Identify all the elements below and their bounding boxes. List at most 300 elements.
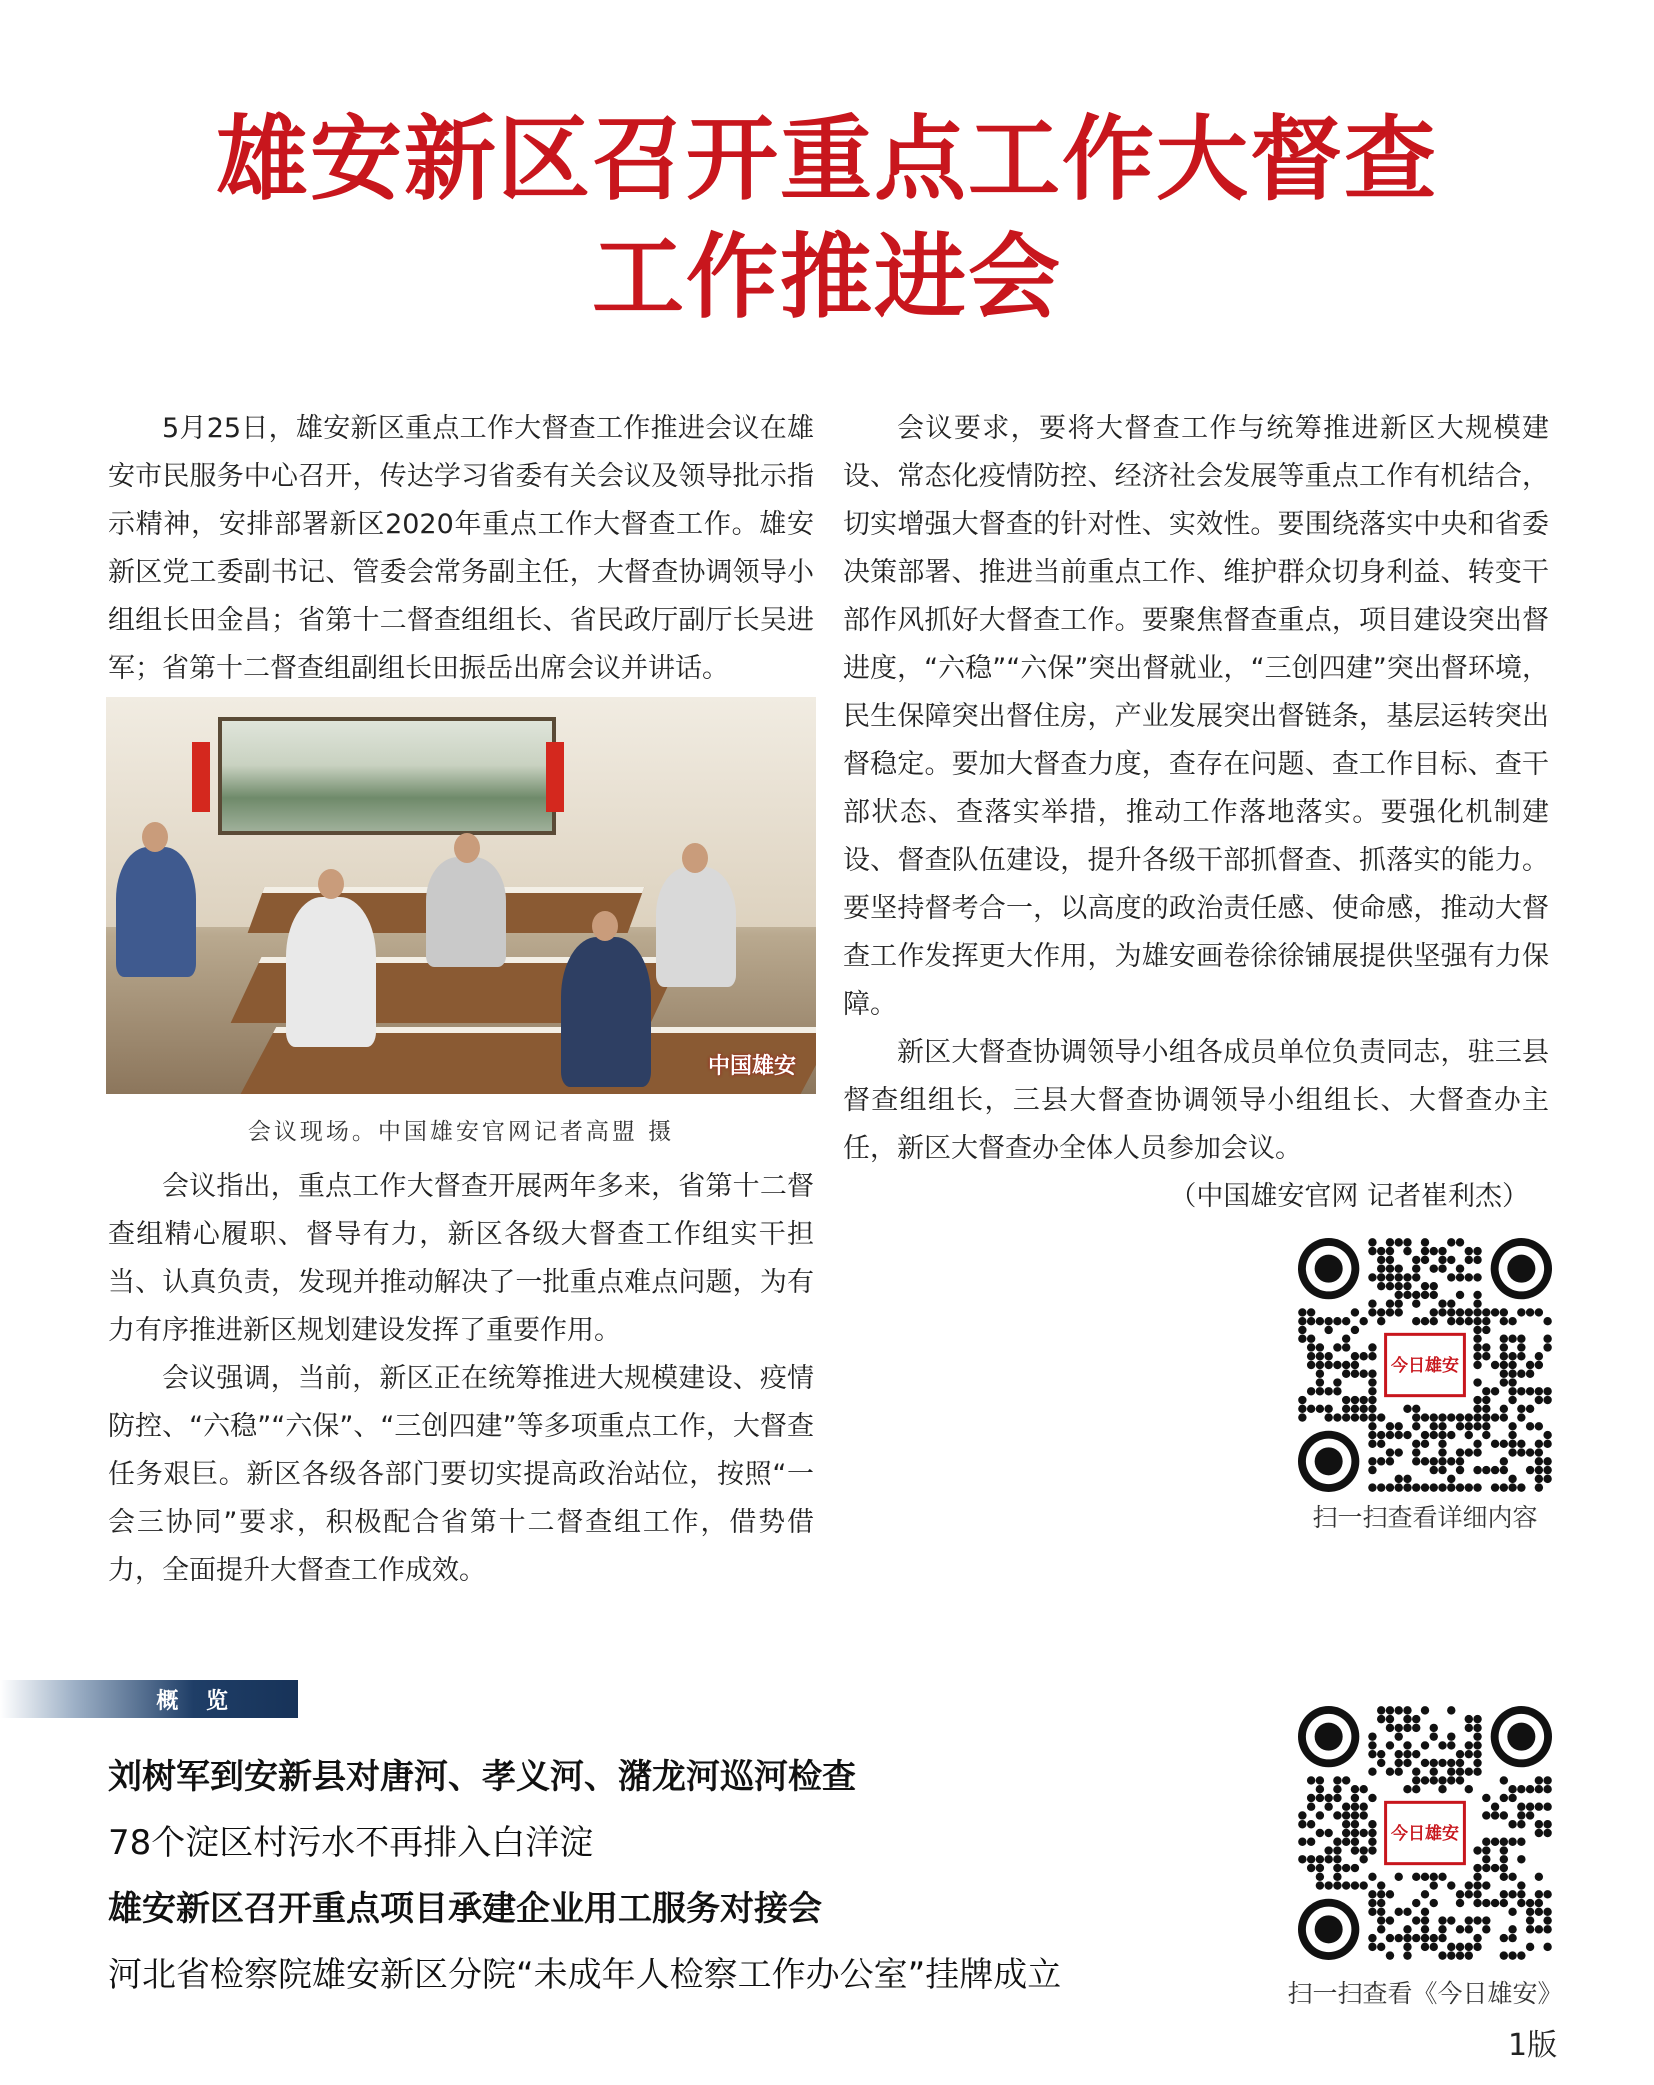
qr-module	[1377, 1483, 1385, 1491]
qr-module	[1517, 1838, 1525, 1846]
qr-module	[1412, 1934, 1420, 1942]
overview-item[interactable]: 78个淀区村污水不再排入白洋淀	[108, 1823, 594, 1863]
qr-module	[1421, 1776, 1429, 1784]
qr-module	[1526, 1803, 1534, 1811]
qr-finder	[1507, 1723, 1535, 1751]
qr-module	[1307, 1794, 1315, 1802]
qr-module	[1430, 1247, 1438, 1255]
qr-module	[1535, 1776, 1543, 1784]
qr-module	[1473, 1308, 1481, 1316]
qr-module	[1500, 1811, 1508, 1819]
qr-module	[1430, 1943, 1438, 1951]
qr-module	[1430, 1873, 1438, 1881]
qr-module	[1412, 1457, 1420, 1465]
qr-module	[1359, 1811, 1367, 1819]
qr-module	[1421, 1706, 1429, 1714]
qr-module	[1351, 1308, 1359, 1316]
qr-module	[1456, 1466, 1464, 1474]
qr-module	[1465, 1413, 1473, 1421]
qr-module	[1316, 1387, 1324, 1395]
qr-module	[1500, 1951, 1508, 1959]
qr-module	[1473, 1291, 1481, 1299]
qr-module	[1543, 1908, 1551, 1916]
qr-module	[1438, 1440, 1446, 1448]
qr-module	[1473, 1317, 1481, 1325]
qr-module	[1526, 1405, 1534, 1413]
qr-module	[1403, 1759, 1411, 1767]
page-number: 1版	[1508, 2028, 1558, 2063]
qr-module	[1491, 1864, 1499, 1872]
qr-module	[1517, 1881, 1525, 1889]
qr-module	[1535, 1873, 1543, 1881]
qr-module	[1473, 1934, 1481, 1942]
qr-module	[1412, 1724, 1420, 1732]
qr-module	[1473, 1335, 1481, 1343]
qr-module	[1500, 1317, 1508, 1325]
qr-module	[1430, 1466, 1438, 1474]
qr-module	[1535, 1396, 1543, 1404]
qr-module	[1447, 1256, 1455, 1264]
qr-module	[1351, 1785, 1359, 1793]
qr-module	[1500, 1352, 1508, 1360]
qr-module	[1491, 1308, 1499, 1316]
qr-module	[1438, 1785, 1446, 1793]
qr-module	[1368, 1431, 1376, 1439]
qr-module	[1342, 1776, 1350, 1784]
qr-module	[1403, 1943, 1411, 1951]
qr-module	[1351, 1811, 1359, 1819]
qr-module	[1473, 1405, 1481, 1413]
qr-module	[1447, 1475, 1455, 1483]
qr-module	[1395, 1299, 1403, 1307]
qr-module	[1333, 1838, 1341, 1846]
qr-module	[1359, 1829, 1367, 1837]
qr-module	[1412, 1273, 1420, 1281]
overview-item[interactable]: 雄安新区召开重点项目承建企业用工服务对接会	[108, 1889, 822, 1929]
qr-module	[1316, 1361, 1324, 1369]
qr-module	[1368, 1308, 1376, 1316]
qr-module	[1482, 1466, 1490, 1474]
qr-module	[1377, 1256, 1385, 1264]
qr-module	[1473, 1732, 1481, 1740]
qr-module	[1324, 1794, 1332, 1802]
qr-module	[1543, 1440, 1551, 1448]
qr-module	[1307, 1343, 1315, 1351]
paragraph: 新区大督查协调领导小组各成员单位负责同志，驻三县督查组组长，三县大督查协调领导小组组长、大督查办主任，新区大督查办全体人员参加会议。	[843, 1037, 1549, 1164]
qr-module	[1395, 1724, 1403, 1732]
qr-module	[1482, 1396, 1490, 1404]
qr-module	[1473, 1846, 1481, 1854]
qr-module	[1307, 1317, 1315, 1325]
qr-module	[1403, 1483, 1411, 1491]
qr-module	[1447, 1273, 1455, 1281]
qr-module	[1482, 1387, 1490, 1395]
qr-module	[1500, 1855, 1508, 1863]
qr-module	[1508, 1378, 1516, 1386]
qr-module	[1526, 1811, 1534, 1819]
qr-module	[1368, 1483, 1376, 1491]
qr-module	[1465, 1916, 1473, 1924]
qr-module	[1377, 1440, 1385, 1448]
qr-module	[1535, 1803, 1543, 1811]
qr-module	[1412, 1422, 1420, 1430]
qr-module	[1368, 1352, 1376, 1360]
qr-module	[1482, 1794, 1490, 1802]
qr-module	[1342, 1396, 1350, 1404]
qr-module	[1535, 1785, 1543, 1793]
qr-module	[1465, 1247, 1473, 1255]
qr-module	[1482, 1308, 1490, 1316]
qr-finder	[1315, 1255, 1343, 1283]
qr-module	[1386, 1457, 1394, 1465]
qr-module	[1351, 1838, 1359, 1846]
qr-module	[1438, 1925, 1446, 1933]
qr-module	[1438, 1759, 1446, 1767]
qr-module	[1368, 1413, 1376, 1421]
qr-module	[1412, 1299, 1420, 1307]
qr-module	[1543, 1925, 1551, 1933]
qr-module	[1342, 1803, 1350, 1811]
qr-module	[1535, 1352, 1543, 1360]
qr-module	[1508, 1335, 1516, 1343]
qr-module	[1430, 1457, 1438, 1465]
qr-module	[1368, 1838, 1376, 1846]
qr-module	[1333, 1873, 1341, 1881]
qr-module	[1298, 1413, 1306, 1421]
qr-module	[1368, 1750, 1376, 1758]
qr-module	[1386, 1767, 1394, 1775]
qr-module	[1517, 1785, 1525, 1793]
qr-module	[1386, 1282, 1394, 1290]
qr-module	[1333, 1785, 1341, 1793]
qr-module	[1465, 1750, 1473, 1758]
qr-module	[1377, 1908, 1385, 1916]
qr-module	[1517, 1413, 1525, 1421]
qr-module	[1543, 1457, 1551, 1465]
qr-module	[1473, 1890, 1481, 1898]
qr-module	[1421, 1457, 1429, 1465]
qr-module	[1430, 1724, 1438, 1732]
qr-module	[1368, 1370, 1376, 1378]
photo-painting	[218, 717, 556, 835]
qr-module	[1412, 1785, 1420, 1793]
qr-module	[1491, 1466, 1499, 1474]
qr-module	[1456, 1422, 1464, 1430]
qr-module	[1482, 1925, 1490, 1933]
qr-module	[1482, 1811, 1490, 1819]
flag-icon	[192, 742, 210, 812]
qr-module	[1421, 1238, 1429, 1246]
qr-module	[1543, 1829, 1551, 1837]
qr-module	[1482, 1352, 1490, 1360]
qr-module	[1316, 1864, 1324, 1872]
qr-module	[1526, 1943, 1534, 1951]
qr-module	[1456, 1750, 1464, 1758]
qr-module	[1447, 1776, 1455, 1784]
qr-module	[1500, 1934, 1508, 1942]
qr-module	[1438, 1431, 1446, 1439]
qr-module	[1395, 1282, 1403, 1290]
qr-module	[1377, 1431, 1385, 1439]
qr-module	[1377, 1890, 1385, 1898]
qr-module	[1324, 1413, 1332, 1421]
qr-module	[1438, 1916, 1446, 1924]
qr-module	[1447, 1943, 1455, 1951]
qr-module	[1368, 1829, 1376, 1837]
qr-module	[1456, 1890, 1464, 1898]
qr-module	[1473, 1899, 1481, 1907]
qr-module	[1386, 1431, 1394, 1439]
qr-module	[1324, 1387, 1332, 1395]
qr-module	[1368, 1422, 1376, 1430]
qr-module	[1395, 1873, 1403, 1881]
qr-module	[1543, 1317, 1551, 1325]
qr-module	[1395, 1264, 1403, 1272]
qr-module	[1307, 1352, 1315, 1360]
qr-module	[1491, 1838, 1499, 1846]
qr-module	[1395, 1308, 1403, 1316]
qr-module	[1500, 1466, 1508, 1474]
qr-module	[1342, 1343, 1350, 1351]
qr-module	[1298, 1811, 1306, 1819]
qr-module	[1456, 1413, 1464, 1421]
qr-module	[1377, 1925, 1385, 1933]
qr-module	[1333, 1881, 1341, 1889]
qr-module	[1526, 1466, 1534, 1474]
qr-finder	[1507, 1255, 1535, 1283]
qr-module	[1395, 1767, 1403, 1775]
qr-module	[1508, 1317, 1516, 1325]
qr-module	[1412, 1899, 1420, 1907]
qr-module	[1473, 1483, 1481, 1491]
qr-module	[1403, 1908, 1411, 1916]
qr-module	[1473, 1943, 1481, 1951]
qr-module	[1447, 1951, 1455, 1959]
qr-module	[1412, 1317, 1420, 1325]
qr-module	[1368, 1943, 1376, 1951]
qr-module	[1508, 1448, 1516, 1456]
qr-module	[1500, 1794, 1508, 1802]
qr-module	[1482, 1881, 1490, 1889]
qr-module	[1316, 1776, 1324, 1784]
qr-module	[1377, 1899, 1385, 1907]
qr-module	[1447, 1299, 1455, 1307]
qr-module	[1377, 1273, 1385, 1281]
qr-module	[1412, 1873, 1420, 1881]
qr-module	[1377, 1759, 1385, 1767]
qr-module	[1473, 1750, 1481, 1758]
qr-module	[1412, 1440, 1420, 1448]
photo-person	[116, 847, 196, 977]
photo-head	[592, 911, 618, 941]
qr-module	[1412, 1264, 1420, 1272]
qr-module	[1491, 1483, 1499, 1491]
qr-module	[1491, 1811, 1499, 1819]
qr-module	[1500, 1899, 1508, 1907]
qr-module	[1473, 1343, 1481, 1351]
qr-module	[1359, 1855, 1367, 1863]
qr-module	[1298, 1855, 1306, 1863]
qr-module	[1482, 1916, 1490, 1924]
qr-module	[1508, 1431, 1516, 1439]
qr-module	[1386, 1715, 1394, 1723]
qr-module	[1456, 1264, 1464, 1272]
qr-module	[1333, 1855, 1341, 1863]
qr-module	[1508, 1422, 1516, 1430]
qr-module	[1368, 1908, 1376, 1916]
qr-module	[1351, 1846, 1359, 1854]
qr-module	[1447, 1741, 1455, 1749]
qr-module	[1412, 1776, 1420, 1784]
qr-module	[1438, 1873, 1446, 1881]
qr-module	[1351, 1820, 1359, 1828]
photo-head	[142, 822, 168, 852]
qr-module	[1465, 1448, 1473, 1456]
qr-module	[1456, 1925, 1464, 1933]
overview-item[interactable]: 刘树军到安新县对唐河、孝义河、潴龙河巡河检查	[108, 1757, 856, 1797]
qr-module	[1351, 1864, 1359, 1872]
qr-module	[1298, 1838, 1306, 1846]
qr-module	[1500, 1378, 1508, 1386]
qr-module	[1517, 1803, 1525, 1811]
qr-module	[1368, 1247, 1376, 1255]
qr-module	[1403, 1951, 1411, 1959]
qr-code-article[interactable]	[1298, 1238, 1552, 1492]
qr-module	[1447, 1732, 1455, 1740]
reporter-credit: （中国雄安官网 记者崔利杰）	[1169, 1181, 1529, 1212]
qr-code-newspaper-label: 扫一扫查看《今日雄安》	[1287, 1979, 1563, 2008]
qr-module	[1438, 1308, 1446, 1316]
paragraph: 会议指出，重点工作大督查开展两年多来，省第十二督查组精心履职、督导有力，新区各级大督查工作组实干担当、认真负责，发现并推动解决了一批重点难点问题，为有力有序推进新区规划建设发挥了重要作用。	[108, 1171, 814, 1346]
qr-module	[1456, 1483, 1464, 1491]
qr-module	[1421, 1317, 1429, 1325]
left-column-top	[108, 405, 814, 693]
qr-module	[1316, 1829, 1324, 1837]
qr-module	[1359, 1405, 1367, 1413]
qr-module	[1473, 1299, 1481, 1307]
qr-module	[1500, 1413, 1508, 1421]
qr-module	[1438, 1466, 1446, 1474]
qr-module	[1421, 1741, 1429, 1749]
qr-module	[1447, 1916, 1455, 1924]
qr-module	[1438, 1413, 1446, 1421]
qr-module	[1298, 1317, 1306, 1325]
qr-module	[1368, 1299, 1376, 1307]
qr-module	[1421, 1291, 1429, 1299]
qr-module	[1473, 1448, 1481, 1456]
qr-module	[1307, 1387, 1315, 1395]
qr-module	[1377, 1715, 1385, 1723]
qr-module	[1456, 1951, 1464, 1959]
qr-module	[1403, 1715, 1411, 1723]
qr-module	[1473, 1715, 1481, 1723]
qr-module	[1438, 1951, 1446, 1959]
qr-module	[1368, 1767, 1376, 1775]
qr-module	[1421, 1440, 1429, 1448]
qr-code-article-label: 扫一扫查看详细内容	[1312, 1503, 1538, 1532]
qr-module	[1307, 1820, 1315, 1828]
qr-module	[1482, 1343, 1490, 1351]
qr-module	[1386, 1951, 1394, 1959]
qr-module	[1465, 1890, 1473, 1898]
qr-module	[1438, 1422, 1446, 1430]
qr-module	[1473, 1759, 1481, 1767]
qr-module	[1395, 1448, 1403, 1456]
overview-item[interactable]: 河北省检察院雄安新区分院“未成年人检察工作办公室”挂牌成立	[108, 1955, 1062, 1995]
qr-module	[1438, 1934, 1446, 1942]
qr-module	[1430, 1431, 1438, 1439]
qr-module	[1359, 1803, 1367, 1811]
qr-module	[1491, 1899, 1499, 1907]
qr-module	[1342, 1881, 1350, 1889]
qr-module	[1543, 1916, 1551, 1924]
qr-module	[1368, 1873, 1376, 1881]
qr-module	[1508, 1475, 1516, 1483]
qr-module	[1324, 1829, 1332, 1837]
qr-module	[1298, 1396, 1306, 1404]
qr-module	[1395, 1422, 1403, 1430]
photo-head	[454, 833, 480, 863]
qr-module	[1517, 1820, 1525, 1828]
qr-module	[1342, 1838, 1350, 1846]
qr-module	[1368, 1405, 1376, 1413]
qr-module	[1517, 1370, 1525, 1378]
qr-module	[1386, 1448, 1394, 1456]
qr-module	[1368, 1934, 1376, 1942]
qr-module	[1386, 1741, 1394, 1749]
qr-code-newspaper[interactable]	[1298, 1706, 1552, 1960]
qr-module	[1359, 1881, 1367, 1889]
qr-module	[1465, 1767, 1473, 1775]
qr-module	[1395, 1475, 1403, 1483]
qr-module	[1535, 1457, 1543, 1465]
qr-module	[1456, 1457, 1464, 1465]
qr-module	[1333, 1776, 1341, 1784]
qr-module	[1386, 1483, 1394, 1491]
qr-module	[1491, 1361, 1499, 1369]
qr-module	[1421, 1282, 1429, 1290]
qr-module	[1412, 1767, 1420, 1775]
photo-person	[656, 867, 736, 987]
qr-module	[1535, 1890, 1543, 1898]
qr-module	[1438, 1247, 1446, 1255]
qr-module	[1386, 1916, 1394, 1924]
qr-module	[1395, 1706, 1403, 1714]
qr-module	[1395, 1431, 1403, 1439]
qr-module	[1543, 1396, 1551, 1404]
qr-module	[1500, 1873, 1508, 1881]
qr-module	[1351, 1881, 1359, 1889]
qr-module	[1316, 1317, 1324, 1325]
qr-module	[1535, 1483, 1543, 1491]
qr-module	[1543, 1785, 1551, 1793]
qr-module	[1543, 1890, 1551, 1898]
qr-module	[1377, 1457, 1385, 1465]
qr-module	[1517, 1855, 1525, 1863]
qr-module	[1359, 1785, 1367, 1793]
qr-module	[1500, 1846, 1508, 1854]
qr-module	[1316, 1352, 1324, 1360]
qr-module	[1316, 1873, 1324, 1881]
qr-module	[1351, 1794, 1359, 1802]
qr-module	[1386, 1706, 1394, 1714]
qr-module	[1412, 1483, 1420, 1491]
qr-module	[1368, 1273, 1376, 1281]
qr-module	[1447, 1308, 1455, 1316]
qr-module	[1500, 1776, 1508, 1784]
qr-module	[1307, 1335, 1315, 1343]
qr-module	[1535, 1829, 1543, 1837]
